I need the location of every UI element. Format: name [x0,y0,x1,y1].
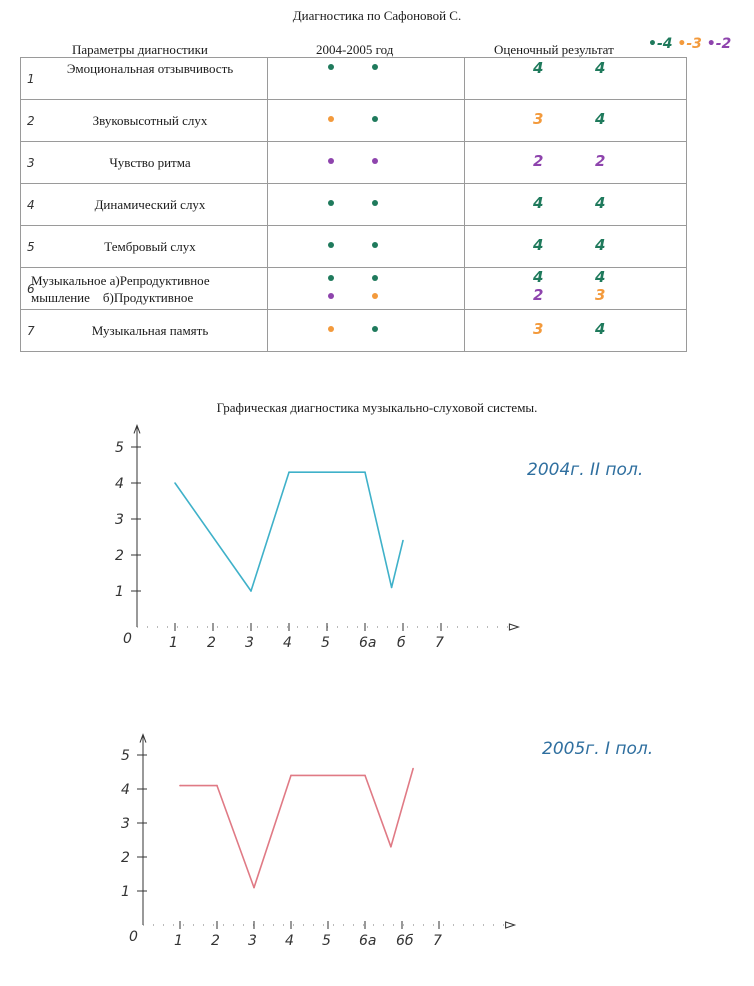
score-value: 4 [595,236,606,254]
param-cell [21,268,268,310]
years-cell [268,184,465,226]
years-cell [268,100,465,142]
chart-2005 [100,685,560,955]
chart2-period-label: 2005г. I пол. [542,739,654,759]
x-tick-label: 6б [396,933,414,949]
header-params: Параметры диагностики [72,42,208,57]
legend-label-3: -3 [686,36,702,52]
score-dot [372,326,378,332]
table-row [21,100,687,142]
x-tick-label: 3 [248,933,257,949]
param-cell [21,184,268,226]
score-dot [328,326,334,332]
y-tick-label: 1 [121,884,130,900]
score-dot [328,64,334,70]
header-result: Оценочный результат [494,42,614,57]
score-value: 4 [533,268,544,286]
table-row [21,184,687,226]
score-dot [372,293,378,299]
param-cell [21,100,268,142]
legend-label-4: -4 [656,36,673,52]
result-cell [465,226,687,268]
years-cell [268,142,465,184]
legend-dot-3: • [677,36,687,52]
x-tick-label: 1 [174,933,183,949]
y-tick-label: 1 [115,584,124,600]
data-point [288,471,290,473]
x-axis-arrow [506,922,515,928]
data-point [253,887,255,889]
score-dot [372,116,378,122]
data-point [216,785,218,787]
result-cell [465,310,687,352]
score-dot [372,158,378,164]
data-point [179,785,181,787]
score-value: 3 [533,320,544,338]
score-dot [372,200,378,206]
param-cell [21,226,268,268]
score-dot [328,200,334,206]
score-dot [328,293,334,299]
chart-2004 [100,420,560,660]
data-point [391,587,393,589]
score-value: 4 [533,236,544,254]
x-tick-label: 6а [359,933,377,949]
series-line [175,472,403,591]
x-tick-label: 3 [245,635,254,651]
param-name: Тембровый слух [104,238,196,254]
score-dot [328,275,334,281]
x-tick-label: 7 [435,635,444,651]
y-tick-label: 4 [115,476,124,492]
score-value: 2 [595,152,606,170]
row-number: 3 [27,156,35,170]
legend-dot-4: • [648,36,657,52]
score-value: 4 [533,194,544,212]
result-cell [465,58,687,100]
data-point [364,471,366,473]
legend-label-2: -2 [715,36,732,52]
legend-dot-2: • [706,36,716,52]
score-dot [328,242,334,248]
origin-label: 0 [129,929,138,945]
data-point [412,768,414,770]
row-number: 6 [27,282,35,296]
x-tick-label: б [397,635,406,651]
x-tick-label: 6а [359,635,377,651]
data-point [250,590,252,592]
score-value: 2 [533,152,544,170]
row-number: 5 [27,240,35,254]
years-cell [268,58,465,100]
x-tick-label: 7 [433,933,442,949]
data-point [364,775,366,777]
y-tick-label: 2 [121,850,130,866]
score-dot [328,116,334,122]
y-tick-label: 5 [121,748,130,764]
score-value: 4 [595,110,606,128]
param-cell [21,142,268,184]
data-point [402,540,404,542]
score-value: 4 [595,59,606,77]
table-row [21,142,687,184]
origin-label: 0 [123,631,132,647]
result-cell [465,142,687,184]
result-cell [465,268,687,310]
data-point [174,482,176,484]
y-tick-label: 3 [121,816,130,832]
param-name: Музыкальная память [91,322,209,338]
y-tick-label: 2 [115,548,124,564]
document-title: Диагностика по Сафоновой С. [292,8,462,23]
param-name: Эмоциональная отзывчивость [66,60,234,76]
result-cell [465,184,687,226]
table-row [21,226,687,268]
score-legend [648,36,731,52]
x-tick-label: 4 [285,933,294,949]
param-cell [21,310,268,352]
diagnostics-table [20,57,687,352]
score-value: 4 [595,194,606,212]
series-line [180,769,413,888]
row-number: 4 [27,198,35,212]
x-tick-label: 1 [169,635,178,651]
data-point [290,775,292,777]
score-value: 4 [595,320,606,338]
param-name: Динамический слух [94,196,206,212]
x-tick-label: 4 [283,635,292,651]
score-value: 3 [533,110,544,128]
row-number: 1 [27,72,35,86]
x-tick-label: 2 [207,635,216,651]
x-axis-arrow [509,624,518,630]
param-name: Звуковысотный слух [92,112,208,128]
y-tick-label: 5 [115,440,124,456]
x-tick-label: 2 [211,933,220,949]
score-dot [372,242,378,248]
x-tick-label: 5 [322,933,331,949]
table-row [21,310,687,352]
score-value: 4 [595,268,606,286]
score-value: 3 [595,286,606,304]
chart-section-title: Графическая диагностика музыкально-слуховой системы. [216,400,538,415]
param-cell [21,58,268,100]
row-number: 2 [27,114,35,128]
data-point [390,846,392,848]
score-value: 2 [533,286,544,304]
years-cell [268,226,465,268]
table-row [21,58,687,100]
chart1-period-label: 2004г. II пол. [527,460,644,480]
y-tick-label: 4 [121,782,130,798]
score-dot [372,275,378,281]
param-name-b: мышление б)Продуктивное [31,289,194,305]
row-number: 7 [27,324,35,338]
years-cell [268,268,465,310]
years-cell [268,310,465,352]
result-cell [465,100,687,142]
x-tick-label: 5 [321,635,330,651]
param-name: Чувство ритма [109,154,191,170]
score-value: 4 [533,59,544,77]
score-dot [328,158,334,164]
y-tick-label: 3 [115,512,124,528]
table-row [21,268,687,310]
header-years: 2004-2005 год [316,42,394,57]
score-dot [372,64,378,70]
param-name-a: Музыкальное а)Репродуктивное [31,272,210,288]
